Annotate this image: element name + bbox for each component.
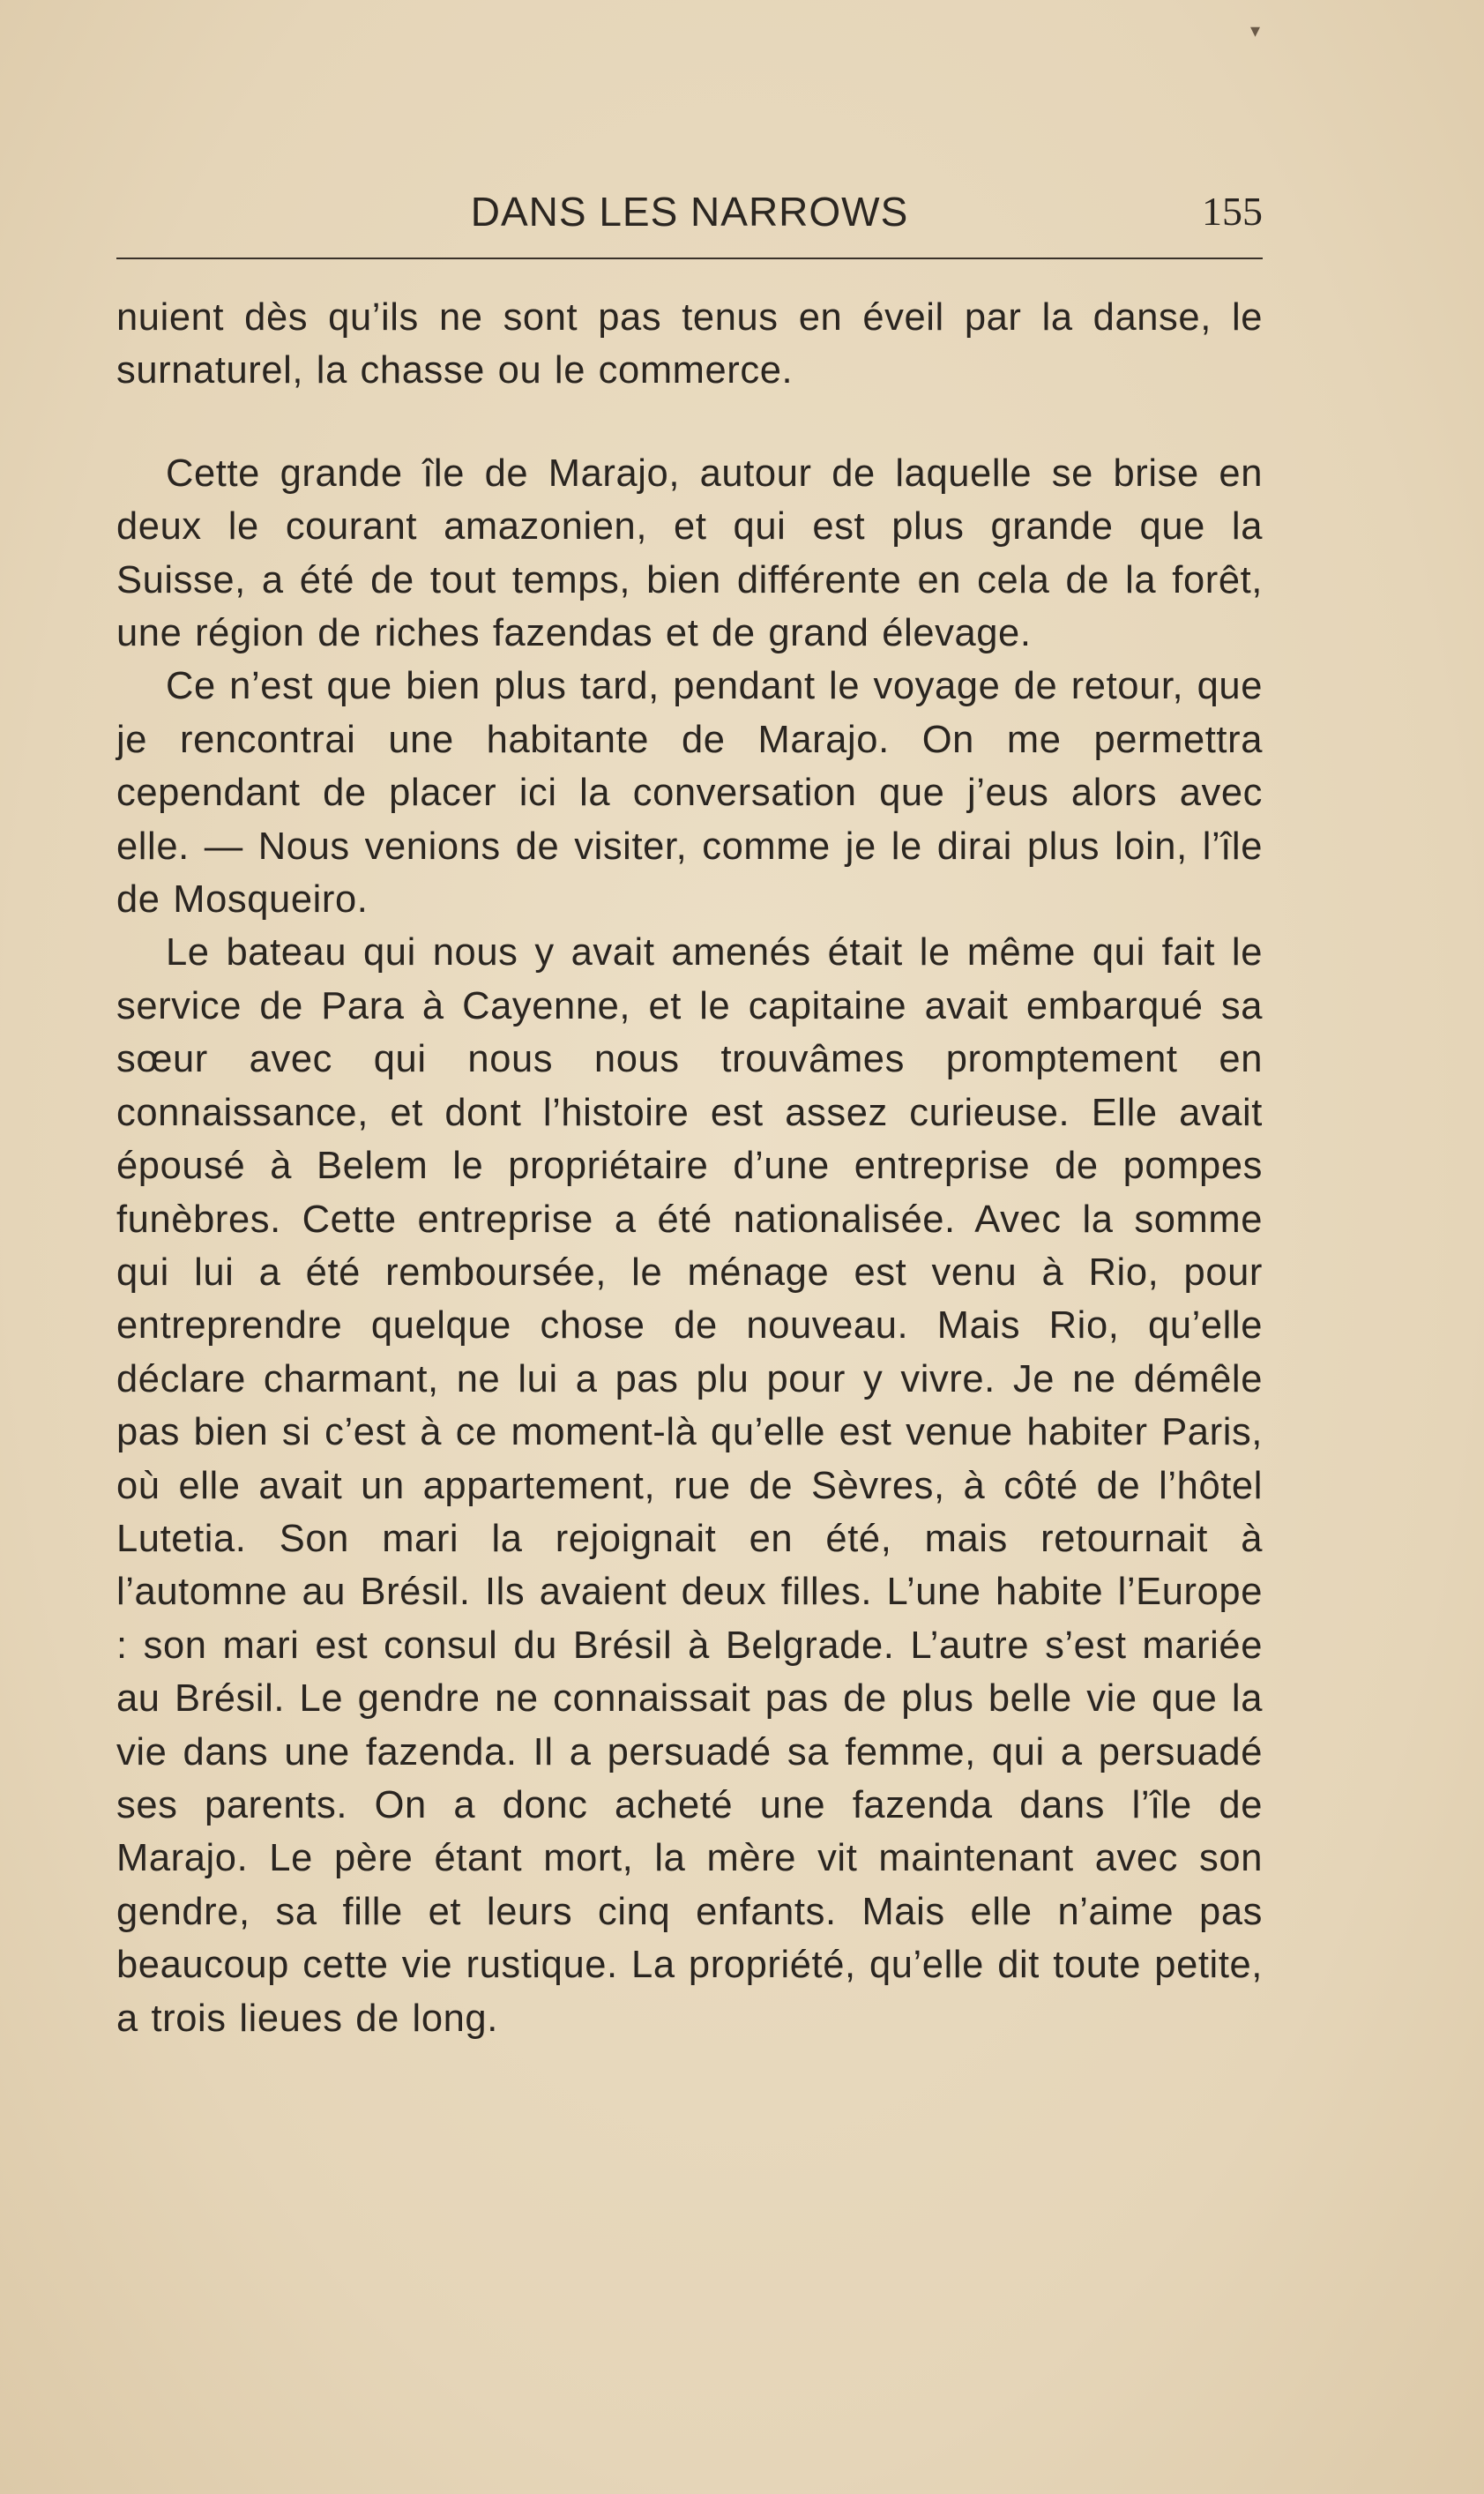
paragraph-continuation: nuient dès qu’ils ne sont pas tenus en éveil par la danse, le surnaturel, la chasse ou le commerce. [116,296,1263,392]
corner-mark: ▾ [1250,19,1261,41]
page-number: 155 [1202,189,1263,234]
page-header [116,176,1263,247]
running-title: DANS LES NARROWS [470,189,909,235]
paragraph: Ce n’est que bien plus tard, pendant le voyage de retour, que je rencontrai une habitante de Marajo. On me permettra cependant de placer ici la conversation que j’eus alors avec elle. — Nous venions de visiter, comme je le dirai plus loin, l’île de Mosqueiro. [116,665,1263,922]
body-text [116,291,1263,2045]
paragraph: Le bateau qui nous y avait amenés était le même qui fait le service de Para à Cayenne, et le capitaine avait embarqué sa sœur avec qui nous nous trouvâmes promptement en connaissance, et dont l’histoire est assez curieuse. Elle avait épousé à Belem le propriétaire d’une entreprise de pompes funèbres. Cette entreprise a été nationalisée. Avec la somme qui lui a été remboursée, le ménage est venu à Rio, pour entreprendre quelque chose de nouveau. Mais Rio, qu’elle déclare charmant, ne lui a pas plu pour y vivre. Je ne démêle pas bien si c’est à ce moment-là qu’elle est venue habiter Paris, où elle avait un appartement, rue de Sèvres, à côté de l’hôtel Lutetia. Son mari la rejoignait en été, mais retournait à l’automne au Brésil. Ils avaient deux filles. L’une habite l’Europe : son mari est consul du Brésil à Belgrade. L’autre s’est mariée au Brésil. Le gendre ne connaissait pas de plus belle vie que la vie dans une fazenda. Il a persuadé sa femme, qui a persuadé ses parents. On a donc acheté une fazenda dans l’île de Marajo. Le père étant mort, la mère vit maintenant avec son gendre, sa fille et leurs cinq enfants. Mais elle n’aime pas beaucoup cette vie rustique. La propriété, qu’elle dit toute petite, a trois lieues de long. [116,931,1263,2040]
header-rule [116,258,1263,259]
paragraph: Cette grande île de Marajo, autour de laquelle se brise en deux le courant amazonien, et qui est plus grande que la Suisse, a été de tout temps, bien différente en cela de la forêt, une région de riches fazendas et de grand élevage. [116,452,1263,655]
